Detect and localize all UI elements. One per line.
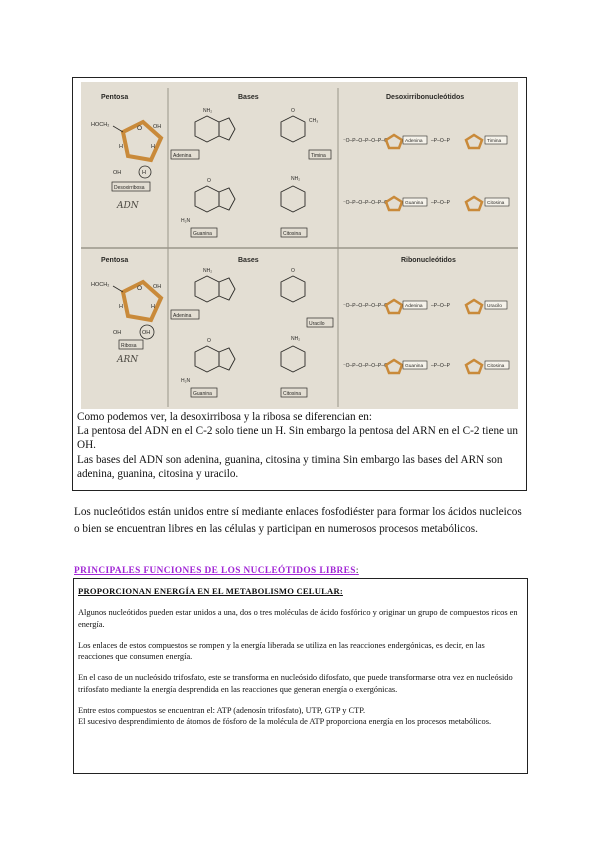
caption-line-1: Como podemos ver, la desoxirribosa y la ribosa se diferencian en:	[77, 411, 373, 423]
figure-box	[72, 77, 527, 491]
svg-text:Uracilo: Uracilo	[487, 304, 502, 309]
svg-text:O: O	[137, 125, 143, 132]
caption-line-2: La pentosa del ADN en el C-2 solo tiene un H. Sin embargo la pentosa del ARN en el C-2 tiene un OH.	[77, 425, 518, 452]
svg-text:H: H	[119, 144, 123, 150]
section-heading	[74, 566, 359, 576]
svg-text:CH₃: CH₃	[309, 118, 319, 124]
svg-text:Adenina: Adenina	[405, 139, 423, 144]
svg-text:Adenina: Adenina	[405, 304, 423, 309]
panel-title-bases-bottom: Bases	[238, 257, 259, 264]
svg-text:NH₂: NH₂	[203, 108, 213, 114]
svg-text:HOCH₂: HOCH₂	[91, 122, 110, 128]
bases-top	[195, 116, 305, 212]
svg-text:⁻O–P–O–P–O–P–O: ⁻O–P–O–P–O–P–O	[343, 200, 388, 206]
base-label-adenina-arn: Adenina	[173, 313, 192, 319]
svg-text:O: O	[207, 338, 211, 344]
svg-text:O: O	[137, 285, 143, 292]
svg-text:OH: OH	[142, 330, 151, 336]
deoxyribose-structure	[91, 122, 161, 211]
svg-text:NH₂: NH₂	[203, 268, 213, 274]
svg-text:⁻O–P–O–P–O–P–O: ⁻O–P–O–P–O–P–O	[343, 138, 388, 144]
panel-title-pentosa-bottom: Pentosa	[101, 257, 129, 264]
energy-box-title-colon: :	[339, 586, 343, 596]
desoxi-nucleotide-2	[431, 135, 507, 148]
panel-title-desoxi: Desoxirribonucleótidos	[386, 94, 465, 101]
panel-title-ribo: Ribonucleótidos	[401, 257, 456, 264]
svg-text:Citosina: Citosina	[487, 201, 505, 206]
desoxi-nucleotide-4	[431, 197, 509, 210]
adn-handwritten: ADN	[117, 201, 139, 211]
section-heading-colon: :	[355, 566, 359, 576]
energy-paragraph-4	[78, 705, 521, 728]
svg-text:O: O	[207, 178, 211, 184]
svg-text:OH: OH	[153, 284, 162, 290]
svg-text:Guanina: Guanina	[405, 201, 424, 206]
svg-text:OH: OH	[113, 170, 122, 176]
svg-text:H: H	[151, 304, 155, 310]
base-label-guanina: Guanina	[193, 231, 212, 237]
svg-text:OH: OH	[113, 330, 122, 336]
svg-text:Citosina: Citosina	[487, 364, 505, 369]
svg-text:H₂N: H₂N	[181, 378, 191, 384]
svg-text:H: H	[142, 170, 146, 176]
bases-bottom	[195, 276, 305, 372]
svg-text:O: O	[291, 268, 295, 274]
intro-paragraph: Los nucleótidos están unidos entre sí mediante enlaces fosfodiéster para formar los ácidos nucleicos o bien se encuentran libres en las células y participan en numerosos procesos metabólicos.	[74, 506, 522, 535]
section-heading-text: PRINCIPALES FUNCIONES DE LOS NUCLEÓTIDOS LIBRES	[74, 566, 356, 576]
figure-caption	[77, 410, 523, 481]
panel-title-bases-top: Bases	[238, 94, 259, 101]
svg-text:Guanina: Guanina	[405, 364, 424, 369]
ribo-nucleotide-3	[343, 360, 427, 373]
svg-text:HOCH₂: HOCH₂	[91, 282, 110, 288]
svg-text:H: H	[119, 304, 123, 310]
svg-text:NH₂: NH₂	[291, 176, 301, 182]
ribo-nucleotide-4	[431, 360, 509, 373]
ribo-nucleotide-1	[343, 300, 427, 313]
energy-function-box	[73, 578, 528, 774]
base-label-uracilo: Uracilo	[309, 321, 325, 327]
base-label-citosina-arn: Citosina	[283, 391, 302, 397]
desoxi-nucleotide-3	[343, 197, 427, 210]
svg-text:–P–O–P: –P–O–P	[431, 363, 450, 369]
svg-text:–P–O–P: –P–O–P	[431, 200, 450, 206]
ribo-nucleotide-2	[431, 300, 507, 313]
caption-line-3: Las bases del ADN son adenina, guanina, citosina y timina Sin embargo las bases del ARN son adenina, guanina, citosina y uracilo.	[77, 453, 503, 480]
svg-text:NH₂: NH₂	[291, 336, 301, 342]
panel-title-pentosa-top: Pentosa	[101, 94, 129, 101]
svg-text:–P–O–P: –P–O–P	[431, 138, 450, 144]
ribose-label: Ribosa	[121, 343, 137, 349]
ribose-structure	[91, 282, 161, 365]
energy-paragraph-4b: El sucesivo desprendimiento de átomos de fósforo de la molécula de ATP proporciona energía en los procesos metabólicos.	[78, 717, 492, 727]
base-label-citosina: Citosina	[283, 231, 302, 237]
energy-paragraph-3: En el caso de un nucleósido trifosfato, este se transforma en nucleósido difosfato, que puede transformarse otra vez en nucleósido trifosfato mediante la energía desprendida en las reacciones que generan energía o exergónicas.	[78, 673, 513, 694]
svg-text:⁻O–P–O–P–O–P–O: ⁻O–P–O–P–O–P–O	[343, 363, 388, 369]
desoxi-nucleotide-1	[343, 135, 427, 148]
energy-paragraph-1: Algunos nucleótidos pueden estar unidos a una, dos o tres moléculas de ácido fosfórico y originar un grupo de compuestos ricos en energía.	[78, 608, 518, 629]
nucleotide-figure	[81, 82, 518, 409]
svg-text:Timina: Timina	[487, 139, 502, 144]
energy-box-title	[78, 586, 521, 597]
svg-text:⁻O–P–O–P–O–P–O: ⁻O–P–O–P–O–P–O	[343, 303, 388, 309]
energy-paragraph-2: Los enlaces de estos compuestos se rompen y la energía liberada se utiliza en las reacciones endergónicas, es decir, en las reacciones que consumen energía.	[78, 640, 485, 662]
svg-text:–P–O–P: –P–O–P	[431, 303, 450, 309]
svg-text:H: H	[151, 144, 155, 150]
base-label-adenina: Adenina	[173, 153, 192, 159]
deoxyribose-label: Desoxirribosa	[114, 185, 145, 191]
arn-handwritten: ARN	[117, 355, 139, 365]
base-label-guanina-arn: Guanina	[193, 391, 212, 397]
energy-paragraph-4a: Entre estos compuestos se encuentran el: ATP (adenosín trifosfato), UTP, GTP y CTP.	[78, 706, 366, 716]
svg-text:OH: OH	[153, 124, 162, 130]
energy-box-title-text: PROPORCIONAN ENERGÍA EN EL METABOLISMO CELULAR	[78, 586, 340, 596]
nucleotide-diagram	[81, 82, 518, 409]
base-label-timina: Timina	[311, 153, 326, 159]
svg-text:O: O	[291, 108, 295, 114]
svg-text:H₂N: H₂N	[181, 218, 191, 224]
